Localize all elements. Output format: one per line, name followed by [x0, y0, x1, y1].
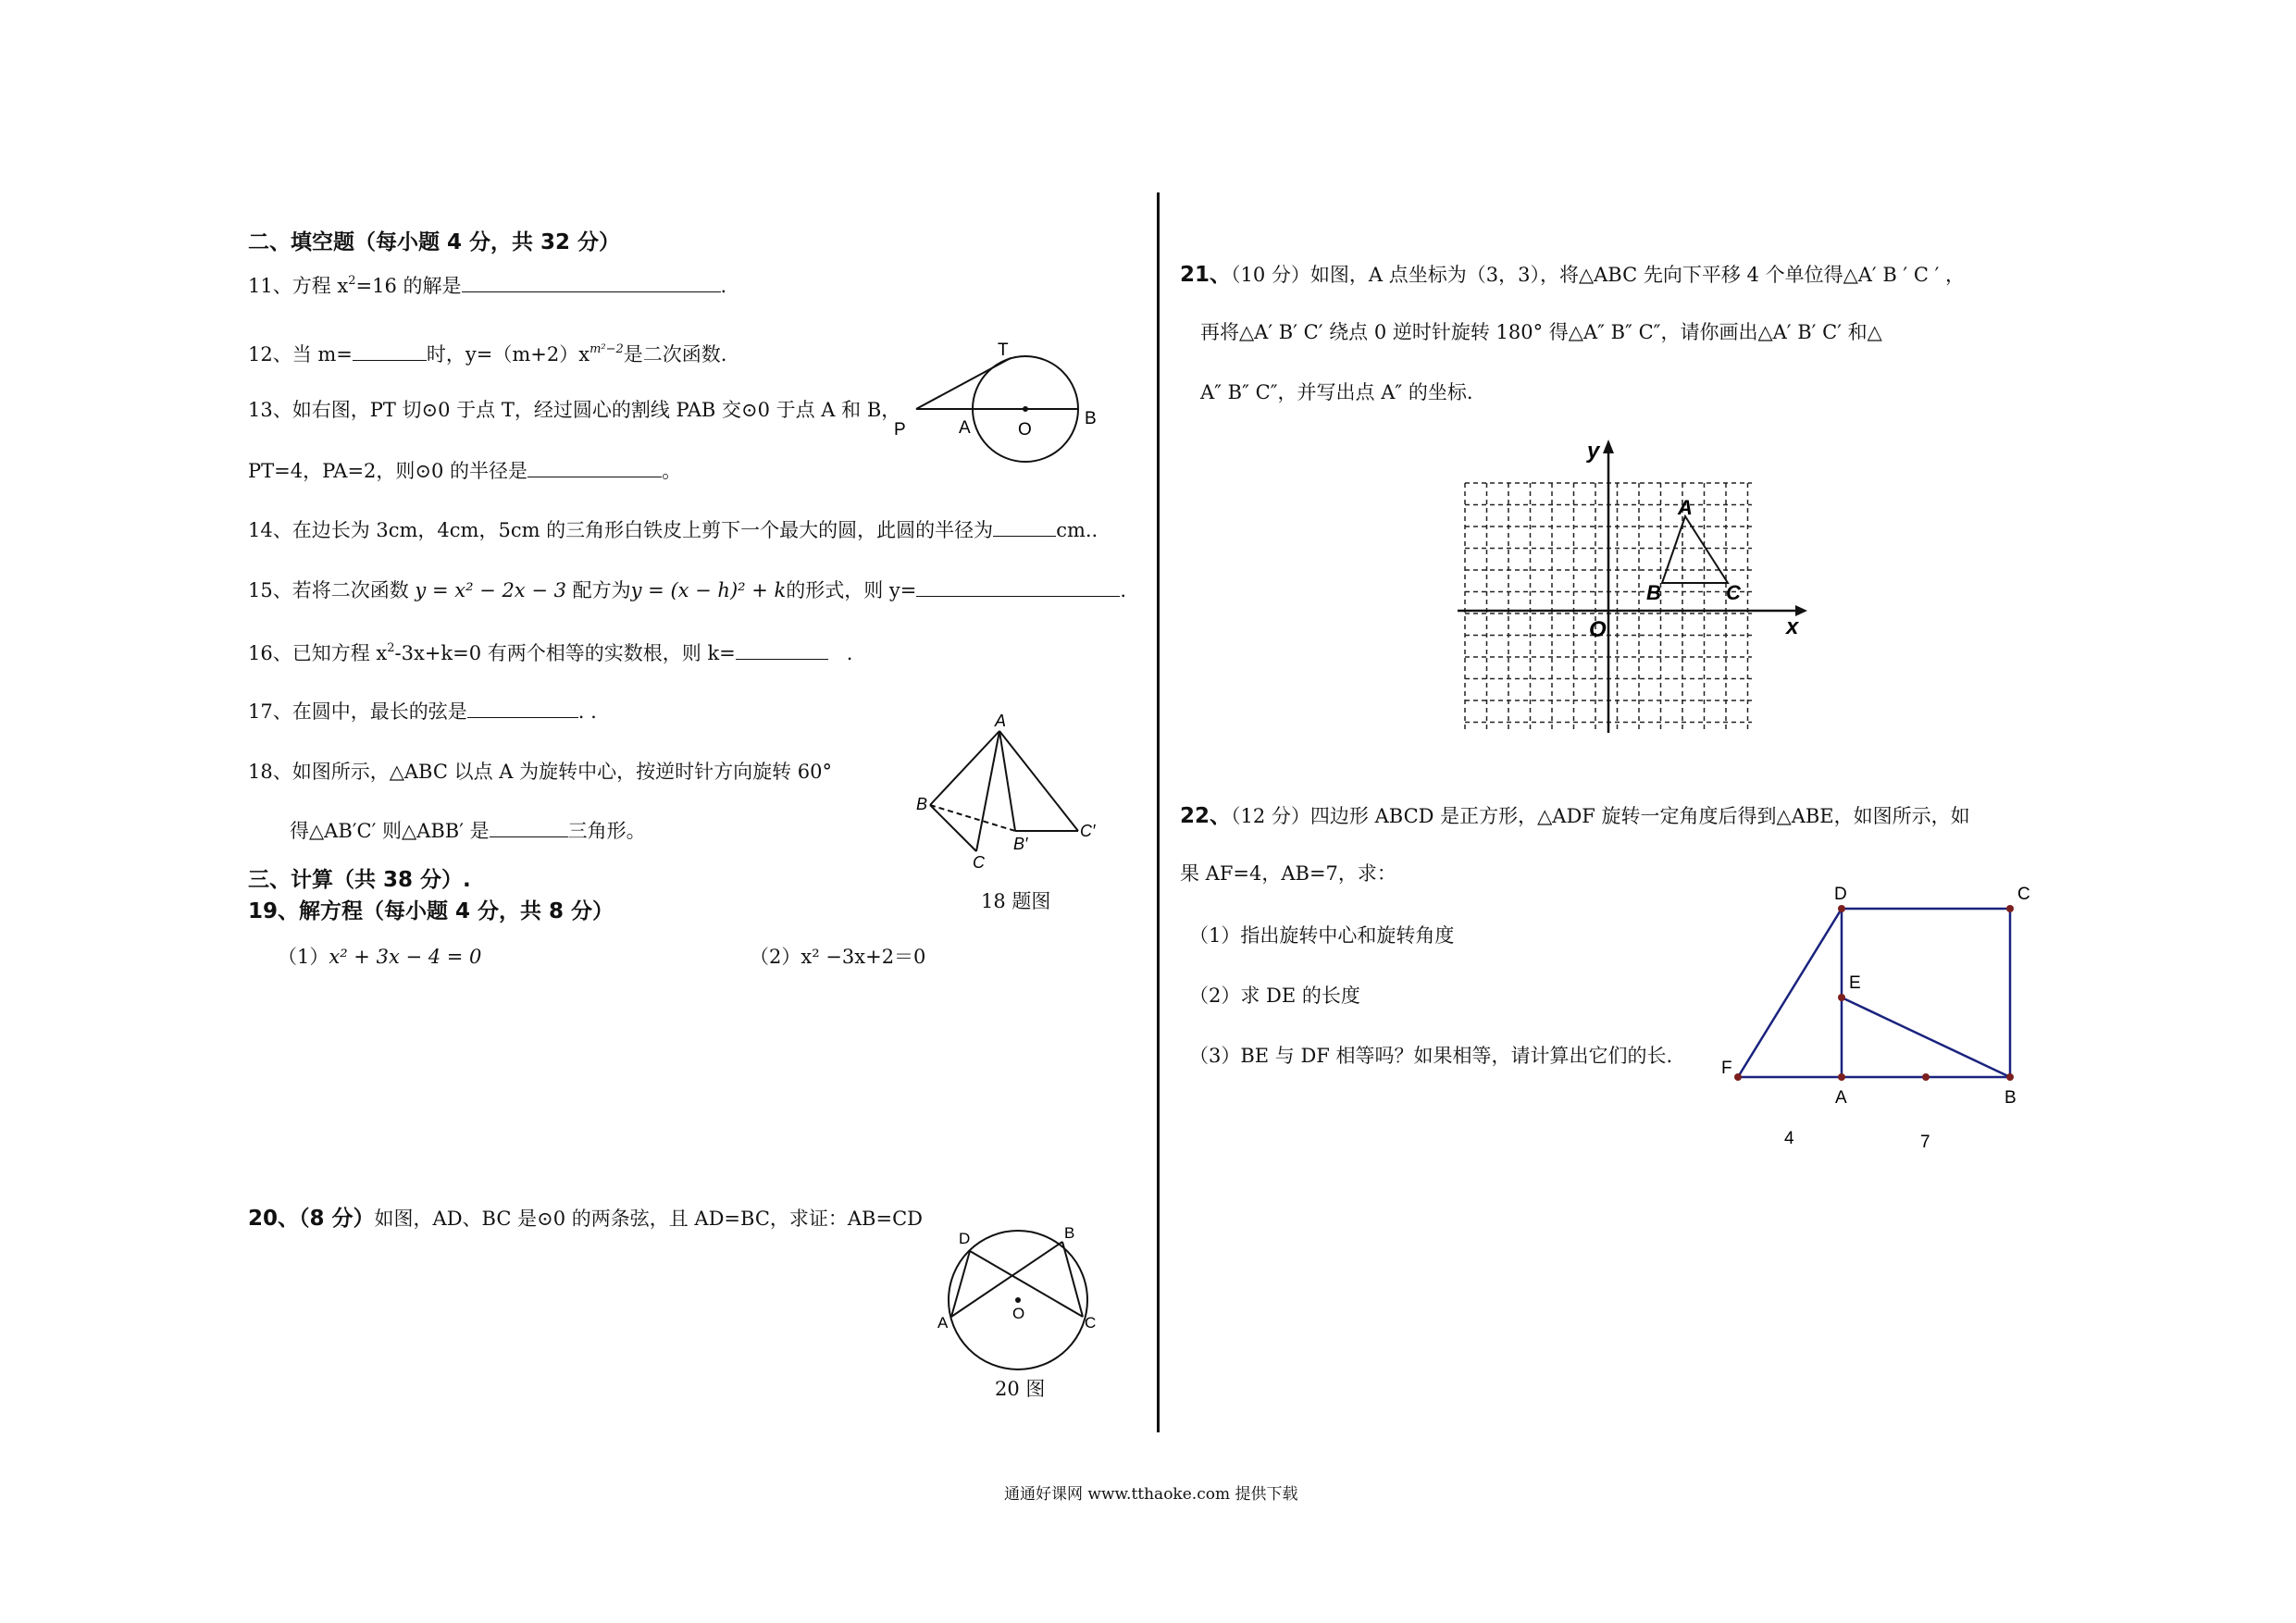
label-a: A — [995, 712, 1007, 730]
question-22-sub2: （2）求 DE 的长度 — [1189, 985, 1360, 1007]
y-arrow-icon — [1603, 440, 1614, 453]
q19-part1: （1）x² + 3x − 4 = 0 — [278, 946, 482, 968]
label-b: B — [2004, 1088, 2017, 1108]
question-13-line1: 13、如右图，PT 切⊙0 于点 T，经过圆心的割线 PAB 交⊙0 于点 A 和 B， — [248, 399, 901, 421]
question-12: 12、当 m= 时，$y=(m+2)x^{m^2-2}$是二次函数. — [248, 342, 727, 365]
label-p: P — [894, 420, 906, 440]
label-o: O — [1018, 420, 1032, 440]
question-18-line1: 18、如图所示，△ABC 以点 A 为旋转中心，按逆时针方向旋转 60° — [248, 761, 833, 783]
label-b: B — [1064, 1224, 1075, 1242]
q12-answer-blank[interactable] — [353, 341, 427, 361]
question-21-line2: 再将△A′ B′ C′ 绕点 0 逆时针旋转 180° 得△A″ B″ C″，请你画出△A′ B′ C′ 和△ — [1200, 321, 1882, 343]
label-4: 4 — [1784, 1129, 1794, 1148]
label-a: A — [1835, 1088, 1847, 1108]
segment-fd — [1738, 909, 1842, 1077]
fill-in-heading: 二、填空题（每小题 4 分，共 32 分） — [248, 230, 621, 254]
label-x: x — [1786, 614, 1799, 639]
question-22-line2: 果 AF=4，AB=7，求： — [1180, 862, 1396, 885]
q17-answer-blank[interactable] — [467, 699, 578, 718]
question-11: 11、方程 $x^2=16$ 的解是 . — [248, 274, 727, 297]
footer-credit: 通通好课网 www.tthaoke.com 提供下载 — [1004, 1485, 1298, 1504]
label-o: O — [1012, 1305, 1025, 1322]
q15-answer-blank[interactable] — [916, 577, 1120, 597]
calc-heading: 三、计算（共 38 分）. — [248, 868, 471, 892]
question-22-sub1: （1）指出旋转中心和旋转角度 — [1189, 924, 1455, 947]
question-21-line3: A″ B″ C″，并写出点 A″ 的坐标. — [1200, 381, 1473, 403]
q18-answer-blank[interactable] — [490, 818, 568, 837]
center-point — [1023, 406, 1028, 412]
label-c: C — [1726, 581, 1741, 604]
label-d: D — [1834, 885, 1847, 904]
question-13-line2: PT=4，PA=2，则⊙0 的半径是 。 — [248, 460, 682, 482]
label-b-prime: B′ — [1013, 835, 1028, 853]
question-22-line1: 22、（12 分）四边形 ABCD 是正方形，△ADF 旋转一定角度后得到△ABE，如图所示，如 — [1180, 804, 1970, 828]
label-c: C — [973, 853, 985, 870]
label-o: O — [1589, 617, 1607, 642]
label-c: C — [2017, 885, 2030, 904]
label-e: E — [1849, 973, 1861, 993]
q16-answer-blank[interactable] — [736, 640, 828, 660]
label-t: T — [998, 342, 1009, 360]
label-c-prime: C′ — [1080, 822, 1096, 840]
label-a: A — [959, 418, 971, 438]
question-20: 20、（8 分）如图，AD、BC 是⊙0 的两条弦，且 AD=BC，求证：AB=CD — [248, 1207, 923, 1231]
label-y: y — [1587, 439, 1600, 464]
q13-answer-blank[interactable] — [527, 458, 662, 477]
q11-answer-blank[interactable] — [462, 273, 721, 292]
label-b: B — [916, 795, 928, 813]
tangent-pt — [916, 358, 1011, 409]
label-a: A — [937, 1314, 949, 1332]
figure-21-grid — [1458, 435, 1809, 750]
question-17: 17、在圆中，最长的弦是 . . — [248, 700, 597, 723]
square-abcd — [1842, 909, 2010, 1077]
column-divider — [1157, 192, 1160, 1432]
label-a: A — [1678, 496, 1693, 519]
label-c: C — [1085, 1314, 1097, 1332]
question-15: 15、若将二次函数 y = x² − 2x − 3 配方为y = (x − h)² + k的形式，则 y= . — [248, 579, 1127, 601]
q19-part2: （2）x² −3x+2＝0 — [750, 946, 926, 968]
figure-20-caption: 20 图 — [995, 1378, 1046, 1400]
figure-18-caption: 18 题图 — [981, 890, 1051, 912]
figure-13 — [879, 342, 1120, 472]
question-18-line2: 得△AB′C′ 则△ABB′ 是 三角形。 — [290, 820, 646, 842]
label-7: 7 — [1920, 1133, 1930, 1152]
figure-18 — [912, 712, 1106, 870]
segment-eb — [1842, 997, 2010, 1077]
label-f: F — [1721, 1059, 1732, 1078]
question-21-line1: 21、（10 分）如图，A 点坐标为（3，3），将△ABC 先向下平移 4 个单位得△A′ B ′ C ′ ， — [1180, 263, 1966, 287]
label-b: B — [1646, 581, 1661, 604]
label-b: B — [1085, 409, 1097, 428]
q14-answer-blank[interactable] — [993, 517, 1056, 537]
question-16: 16、已知方程 $x^2-3x+k=0$ 有两个相等的实数根，则 k= . — [248, 641, 853, 664]
question-22-sub3: （3）BE 与 DF 相等吗？如果相等，请计算出它们的长. — [1189, 1045, 1673, 1067]
figure-22 — [1712, 879, 2064, 1157]
figure-20 — [935, 1221, 1120, 1379]
q19-heading: 19、解方程（每小题 4 分，共 8 分） — [248, 899, 614, 923]
label-d: D — [959, 1230, 971, 1247]
question-14: 14、在边长为 3cm，4cm，5cm 的三角形白铁皮上剪下一个最大的圆，此圆的半径为 cm.. — [248, 519, 1098, 541]
